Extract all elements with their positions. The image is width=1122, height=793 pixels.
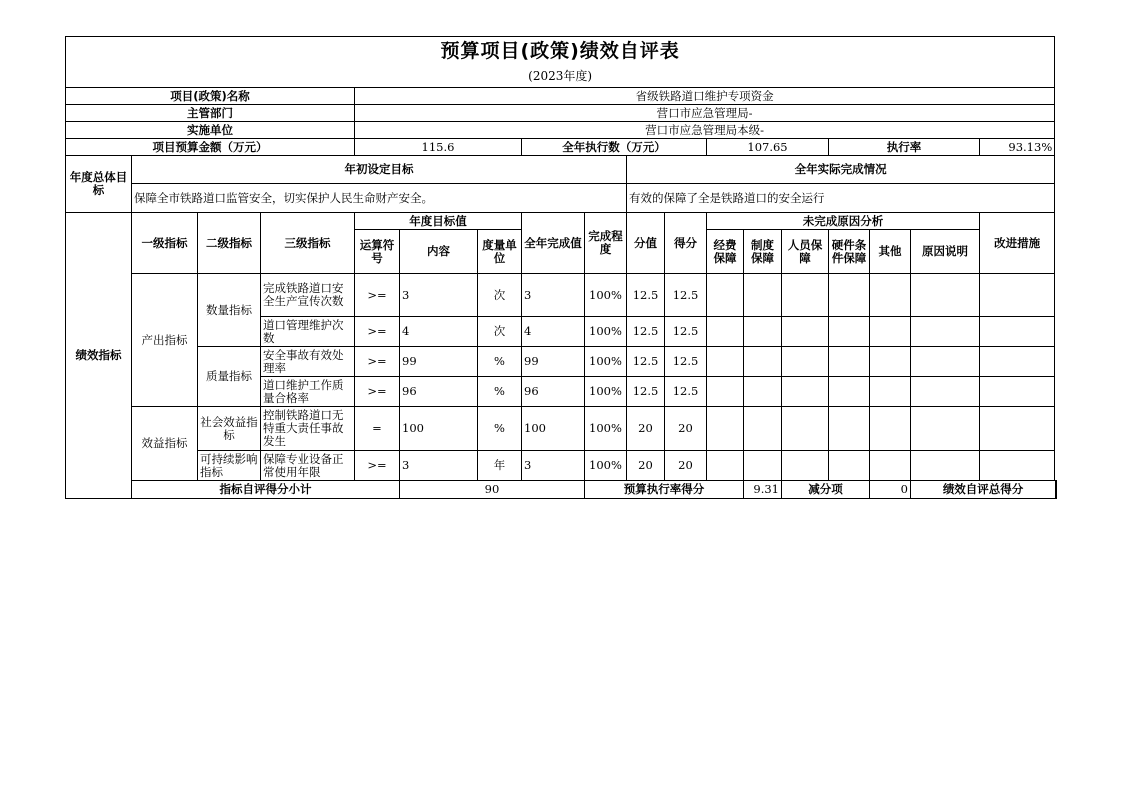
row-degree: 100%: [585, 347, 627, 377]
row-reason-explain: [911, 274, 980, 317]
unit-label: 实施单位: [66, 122, 355, 139]
row-degree: 100%: [585, 407, 627, 451]
row-reason-funds: [707, 451, 744, 481]
row-annual: 3: [522, 274, 585, 317]
row-content: 99: [400, 347, 478, 377]
row-l3: 完成铁路道口安全生产宣传次数: [261, 274, 355, 317]
table-row: [66, 407, 1057, 451]
row-score: 20: [627, 407, 665, 451]
row-score: 12.5: [627, 377, 665, 407]
row-reason-staff: [782, 347, 829, 377]
rate-label: 执行率: [829, 139, 980, 156]
header-got-score: 得分: [665, 213, 707, 274]
group-quantity: 数量指标: [198, 274, 261, 347]
row-reason-system: [744, 347, 782, 377]
annual-goal-label: 年度总体目标: [66, 156, 132, 213]
row-score: 12.5: [627, 347, 665, 377]
row-op: >=: [355, 347, 400, 377]
row-reason-explain: [911, 347, 980, 377]
page-title: 预算项目(政策)绩效自评表: [66, 37, 1055, 66]
row-reason-funds: [707, 317, 744, 347]
row-unit: 次: [478, 317, 522, 347]
row-reason-funds: [707, 347, 744, 377]
row-degree: 100%: [585, 451, 627, 481]
subtotal-label: 指标自评得分小计: [132, 481, 400, 499]
actual-goal-header: 全年实际完成情况: [627, 156, 1055, 184]
row-annual: 100: [522, 407, 585, 451]
row-reason-hardware: [829, 317, 870, 347]
group-benefit: 效益指标: [132, 407, 198, 481]
performance-table: [65, 36, 1057, 499]
row-reason-other: [870, 451, 911, 481]
budget-value: 115.6: [355, 139, 522, 156]
row-got: 12.5: [665, 347, 707, 377]
header-level3: 三级指标: [261, 213, 355, 274]
rate-value: 93.13%: [980, 139, 1055, 156]
row-l3: 安全事故有效处理率: [261, 347, 355, 377]
unit-value: 营口市应急管理局本级-: [355, 122, 1055, 139]
row-got: 20: [665, 407, 707, 451]
table-row: [66, 274, 1057, 317]
row-annual: 3: [522, 451, 585, 481]
group-quality: 质量指标: [198, 347, 261, 407]
dept-label: 主管部门: [66, 105, 355, 122]
exec-label: 全年执行数（万元）: [522, 139, 707, 156]
row-reason-hardware: [829, 347, 870, 377]
header-operator: 运算符号: [355, 230, 400, 274]
header-reason-hardware: 硬件条件保障: [829, 230, 870, 274]
row-got: 12.5: [665, 317, 707, 347]
row-degree: 100%: [585, 274, 627, 317]
row-improvement: [980, 377, 1055, 407]
row-l3: 道口管理维护次数: [261, 317, 355, 347]
row-op: >=: [355, 274, 400, 317]
row-annual: 96: [522, 377, 585, 407]
planned-goal-header: 年初设定目标: [132, 156, 627, 184]
total-score-label: 绩效自评总得分: [911, 481, 1056, 499]
deduct-label: 减分项: [782, 481, 870, 499]
actual-goal-text: 有效的保障了全是铁路道口的安全运行: [627, 184, 1055, 213]
row-got: 12.5: [665, 377, 707, 407]
row-reason-system: [744, 274, 782, 317]
row-improvement: [980, 274, 1055, 317]
row-reason-staff: [782, 377, 829, 407]
row-unit: %: [478, 377, 522, 407]
header-score: 分值: [627, 213, 665, 274]
row-op: >=: [355, 317, 400, 347]
header-level1: 一级指标: [132, 213, 198, 274]
header-reason-explain: 原因说明: [911, 230, 980, 274]
header-level2: 二级指标: [198, 213, 261, 274]
row-degree: 100%: [585, 317, 627, 347]
row-score: 12.5: [627, 274, 665, 317]
row-content: 3: [400, 274, 478, 317]
row-l3: 保障专业设备正常使用年限: [261, 451, 355, 481]
header-reason-funds: 经费保障: [707, 230, 744, 274]
row-op: >=: [355, 377, 400, 407]
row-content: 3: [400, 451, 478, 481]
row-reason-explain: [911, 377, 980, 407]
year-subtitle: (2023年度): [66, 66, 1055, 88]
table-row: [66, 451, 1057, 481]
header-improvement: 改进措施: [980, 213, 1055, 274]
row-content: 100: [400, 407, 478, 451]
row-score: 20: [627, 451, 665, 481]
row-content: 96: [400, 377, 478, 407]
header-reason-analysis: 未完成原因分析: [707, 213, 980, 230]
row-reason-system: [744, 377, 782, 407]
row-improvement: [980, 317, 1055, 347]
header-unit: 度量单位: [478, 230, 522, 274]
row-annual: 4: [522, 317, 585, 347]
row-reason-other: [870, 407, 911, 451]
budget-score-label: 预算执行率得分: [585, 481, 744, 499]
row-annual: 99: [522, 347, 585, 377]
header-target-value: 年度目标值: [355, 213, 522, 230]
row-reason-staff: [782, 274, 829, 317]
planned-goal-text: 保障全市铁路道口监管安全，切实保护人民生命财产安全。: [132, 184, 627, 213]
row-reason-other: [870, 274, 911, 317]
row-reason-funds: [707, 274, 744, 317]
subtotal-value: 90: [400, 481, 585, 499]
header-content: 内容: [400, 230, 478, 274]
row-degree: 100%: [585, 377, 627, 407]
budget-label: 项目预算金额（万元）: [66, 139, 355, 156]
row-improvement: [980, 347, 1055, 377]
table-row: [66, 347, 1057, 377]
project-name-value: 省级铁路道口维护专项资金: [355, 88, 1055, 105]
row-unit: 次: [478, 274, 522, 317]
row-score: 12.5: [627, 317, 665, 347]
row-l3: 控制铁路道口无特重大责任事故发生: [261, 407, 355, 451]
row-reason-hardware: [829, 407, 870, 451]
row-reason-explain: [911, 317, 980, 347]
row-content: 4: [400, 317, 478, 347]
header-completion-degree: 完成程度: [585, 213, 627, 274]
row-got: 12.5: [665, 274, 707, 317]
row-op: =: [355, 407, 400, 451]
header-annual-value: 全年完成值: [522, 213, 585, 274]
row-improvement: [980, 407, 1055, 451]
dept-value: 营口市应急管理局-: [355, 105, 1055, 122]
project-name-label: 项目(政策)名称: [66, 88, 355, 105]
row-reason-hardware: [829, 377, 870, 407]
row-reason-other: [870, 347, 911, 377]
row-got: 20: [665, 451, 707, 481]
row-unit: 年: [478, 451, 522, 481]
row-op: >=: [355, 451, 400, 481]
header-reason-system: 制度保障: [744, 230, 782, 274]
row-reason-system: [744, 407, 782, 451]
budget-score-value: 9.31: [744, 481, 782, 499]
row-reason-other: [870, 377, 911, 407]
deduct-value: 0: [870, 481, 911, 499]
row-reason-system: [744, 451, 782, 481]
total-score-value: [1056, 481, 1057, 499]
group-sustain: 可持续影响指标: [198, 451, 261, 481]
group-social: 社会效益指标: [198, 407, 261, 451]
perf-indicator-label: 绩效指标: [66, 213, 132, 499]
header-reason-staff: 人员保障: [782, 230, 829, 274]
row-reason-staff: [782, 317, 829, 347]
row-reason-staff: [782, 407, 829, 451]
row-reason-explain: [911, 451, 980, 481]
header-reason-other: 其他: [870, 230, 911, 274]
row-unit: %: [478, 347, 522, 377]
row-reason-other: [870, 317, 911, 347]
row-reason-hardware: [829, 451, 870, 481]
exec-value: 107.65: [707, 139, 829, 156]
row-unit: %: [478, 407, 522, 451]
row-reason-system: [744, 317, 782, 347]
row-improvement: [980, 451, 1055, 481]
row-l3: 道口维护工作质量合格率: [261, 377, 355, 407]
row-reason-explain: [911, 407, 980, 451]
row-reason-staff: [782, 451, 829, 481]
row-reason-funds: [707, 407, 744, 451]
group-output: 产出指标: [132, 274, 198, 407]
row-reason-funds: [707, 377, 744, 407]
row-reason-hardware: [829, 274, 870, 317]
